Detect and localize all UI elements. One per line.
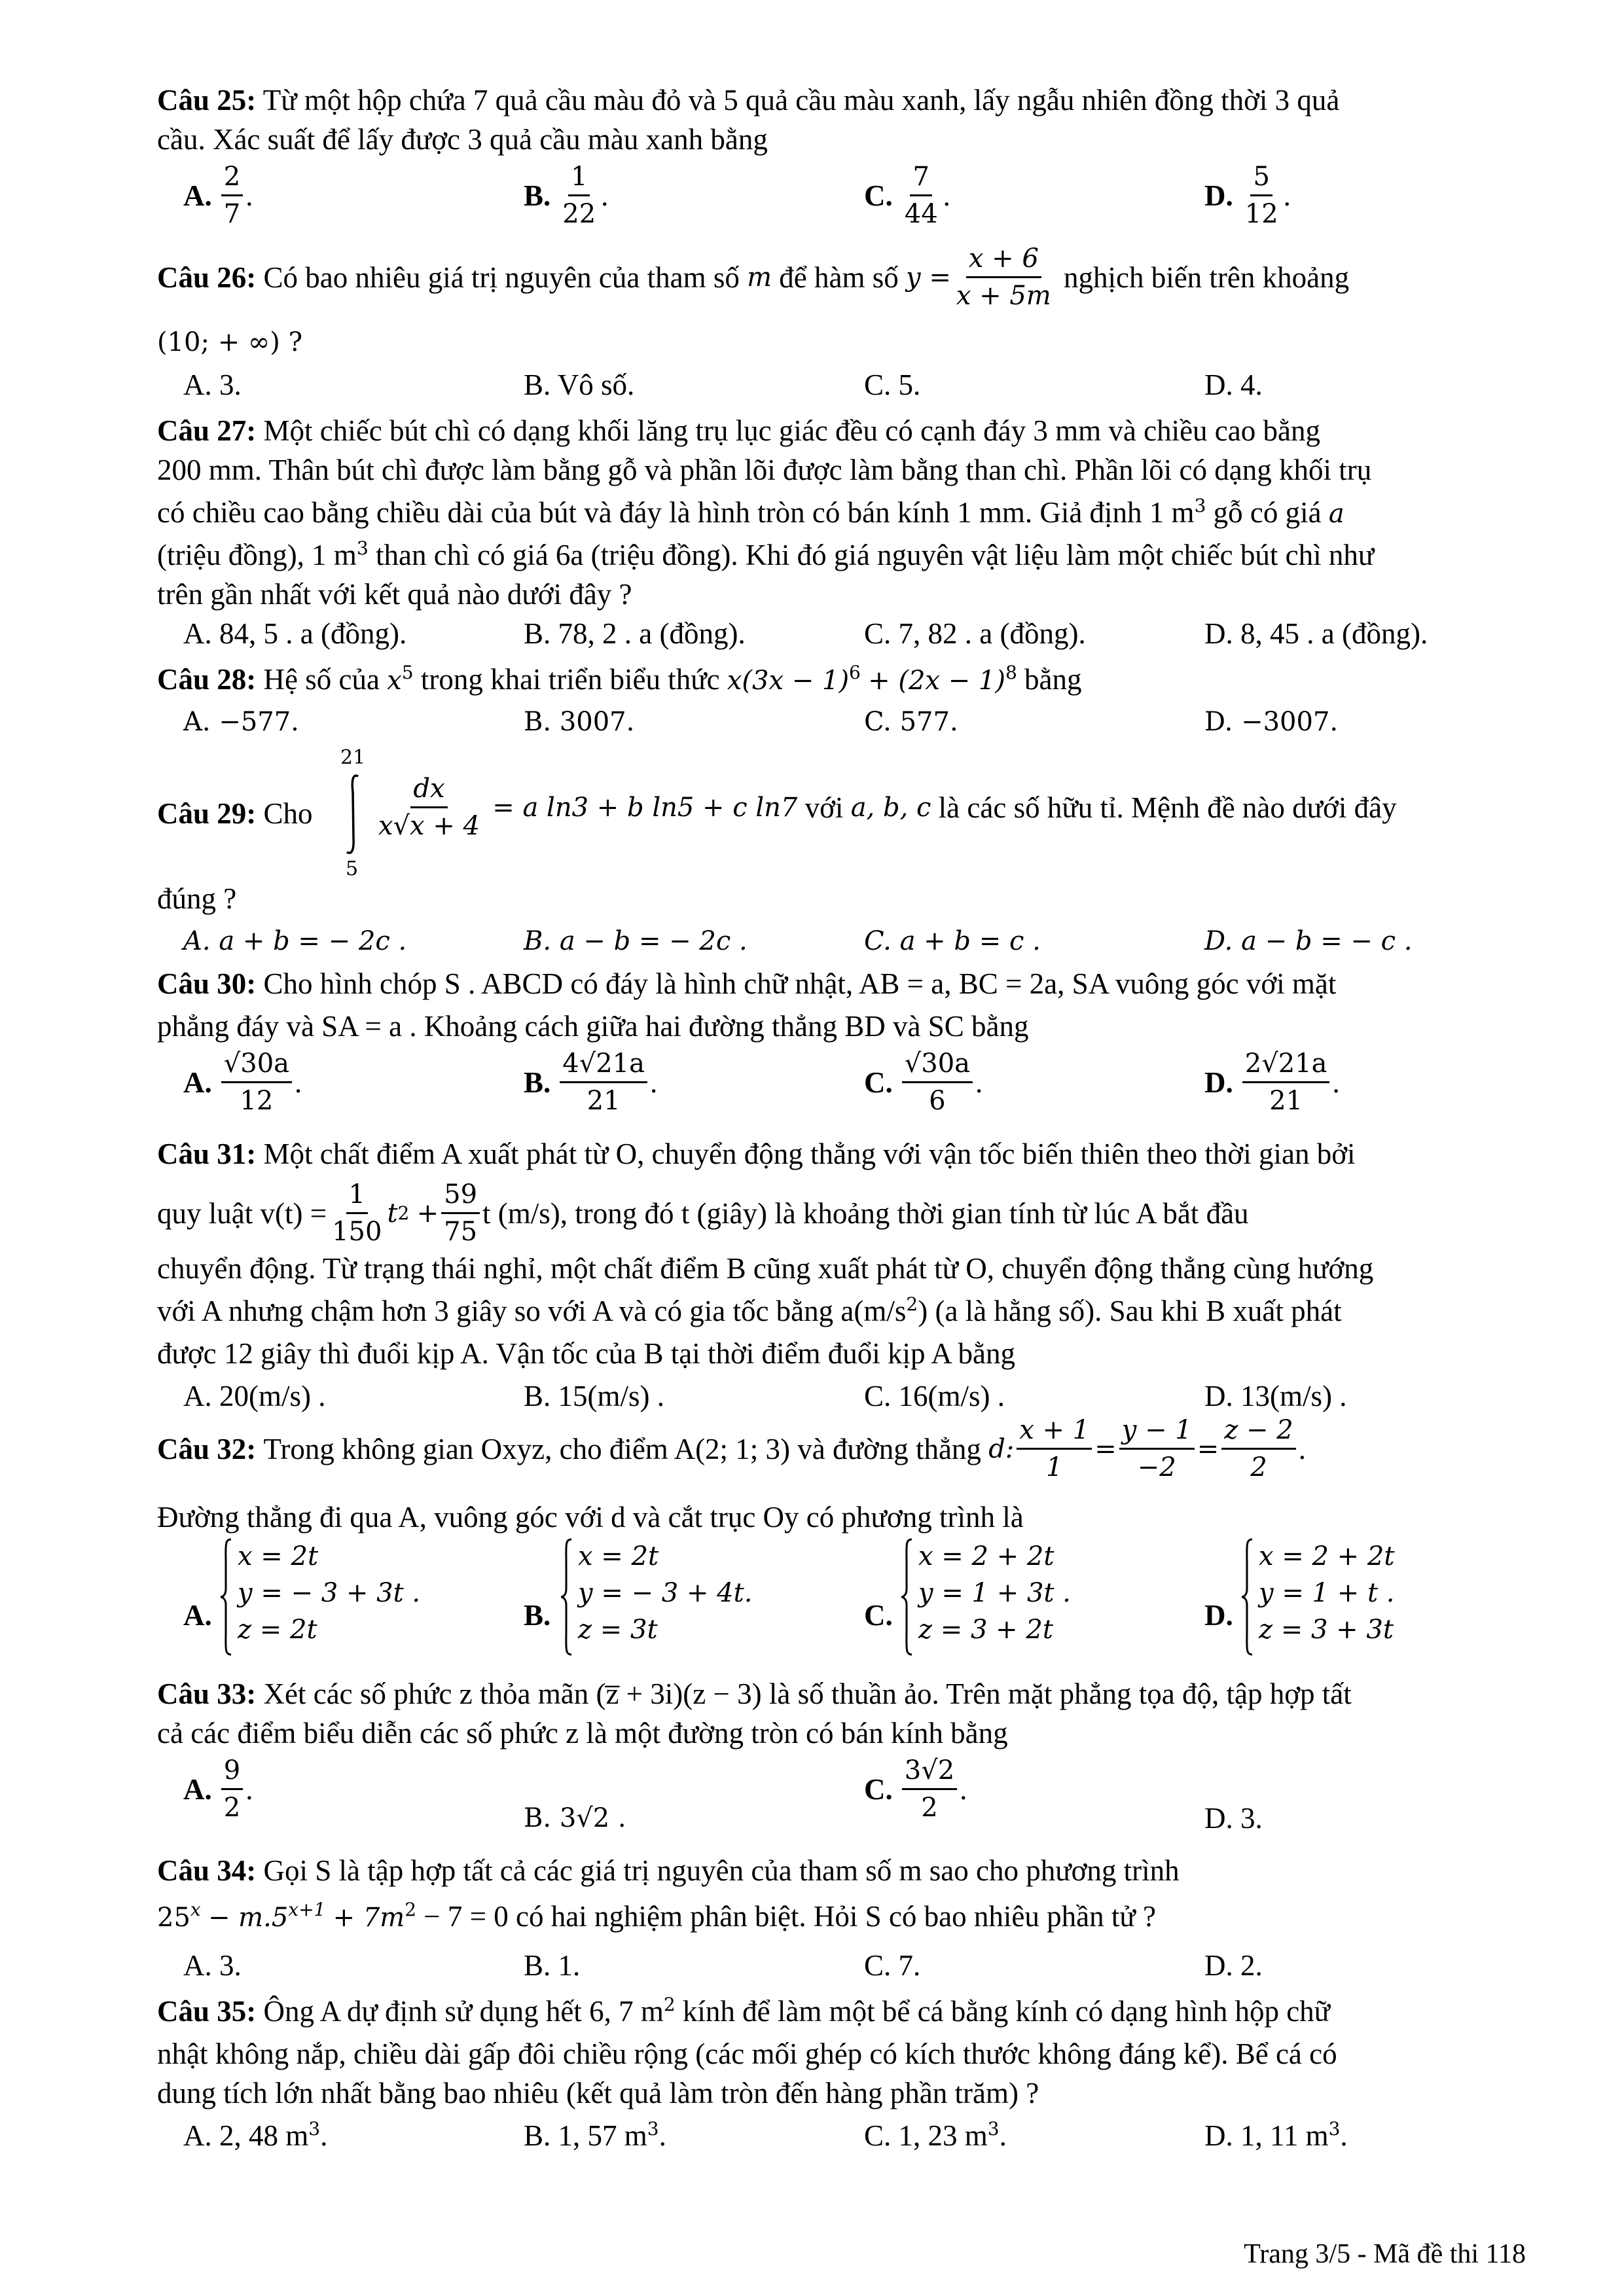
q31-line5: được 12 giây thì đuổi kịp A. Vận tốc của B tại thời điểm đuổi kịp A bằng xyxy=(157,1337,1016,1370)
q30-line2: phẳng đáy và SA = a . Khoảng cách giữa hai đường thẳng BD và SC bằng xyxy=(157,1010,1029,1043)
q26-option-a[interactable]: A. 3. xyxy=(183,368,242,401)
q30-option-c[interactable]: C. $\frac{√30a}{6}$ . xyxy=(864,1049,983,1116)
q33-option-a[interactable]: A. $\frac{9}{2}$ . xyxy=(183,1755,253,1823)
q26-line1: Câu 26: Có bao nhiêu giá trị nguyên của tham số m để hàm số y = $\frac{x + 6}{x + 5m}$ nghịch biến trên khoảng xyxy=(157,243,1350,311)
q29-option-a[interactable]: A. a + b = − 2c . xyxy=(183,926,407,956)
q30-option-a[interactable]: A. $\frac{√30a}{12}$ . xyxy=(183,1049,302,1116)
q35-option-c[interactable]: C. 1, 23 $m^3$. xyxy=(864,2118,1007,2152)
q31-line2: quy luật v(t) = $\frac{1}{150}$ t 2 + $\frac{59}{75}$ t (m/s), trong đó t (giây) là khoảng thời gian tính từ lúc A bắt đầu xyxy=(157,1179,1249,1247)
q29-integral-expr: $\frac{dx}{x√x + 4}$ = a ln3 + b ln5 + c ln7 với a, b, c là các số hữu tỉ. Mệnh đề nào dưới đây xyxy=(378,774,1397,841)
q34-option-b[interactable]: B. 1. xyxy=(524,1949,581,1982)
q33-option-b[interactable]: B. 3√2 . xyxy=(524,1803,626,1833)
q31-option-a[interactable]: A. 20(m/s) . xyxy=(183,1380,326,1412)
integral-sign-icon xyxy=(344,772,363,857)
q28-option-d[interactable]: D. −3007. xyxy=(1204,707,1339,737)
q34-option-a[interactable]: A. 3. xyxy=(183,1949,242,1982)
q32-option-d-system: x = 2 + 2t y = 1 + t . z = 3 + 3t xyxy=(1240,1538,1394,1656)
q28-option-c[interactable]: C. 577. xyxy=(864,707,958,737)
q25-option-c[interactable]: C. $\frac{7}{44}$ . xyxy=(864,162,950,229)
q35-line3: dung tích lớn nhất bằng bao nhiêu (kết quả làm tròn đến hàng phần trăm) ? xyxy=(157,2077,1039,2109)
q31-option-d[interactable]: D. 13(m/s) . xyxy=(1204,1380,1347,1412)
q32-option-a-system: x = 2t y = − 3 + 3t . z = 2t xyxy=(219,1538,420,1656)
q33-line1: Câu 33: Xét các số phức z thỏa mãn (z̅ + 3i)(z − 3) là số thuần ảo. Trên mặt phẳng tọa độ, tập hợp tất xyxy=(157,1677,1352,1710)
q27-option-d[interactable]: D. 8, 45 . a (đồng). xyxy=(1204,617,1428,650)
q31-line4: với A nhưng chậm hơn 3 giây so với A và có gia tốc bằng $a(m/s^2)$ (a là hằng số). Sau khi B xuất phát xyxy=(157,1293,1342,1327)
q35-option-d[interactable]: D. 1, 11 $m^3$. xyxy=(1204,2118,1348,2152)
q29-option-c[interactable]: C. a + b = c . xyxy=(864,926,1041,956)
q27-line4: (triệu đồng), 1 $m^3$ than chì có giá 6a (triệu đồng). Khi đó giá nguyên vật liệu làm một chiếc bút chì như xyxy=(157,537,1375,571)
q27-line2: 200 mm. Thân bút chì được làm bằng gỗ và phần lõi được làm bằng than chì. Phần lõi có dạng khối trụ xyxy=(157,454,1372,486)
q27-line5: trên gần nhất với kết quả nào dưới đây ? xyxy=(157,578,632,611)
q29-option-b[interactable]: B. a − b = − 2c . xyxy=(524,926,748,956)
left-brace-icon xyxy=(560,1538,573,1656)
q35-line2: nhật không nắp, chiều dài gấp đôi chiều rộng (các mối ghép có kích thước không đáng kể). Bể cá có xyxy=(157,2037,1337,2070)
q28-option-b[interactable]: B. 3007. xyxy=(524,707,635,737)
left-brace-icon xyxy=(1240,1538,1254,1656)
q34-line2: $25^x - m.5^{x+1} + 7m^2 - 7 = 0$ có hai nghiệm phân biệt. Hỏi S có bao nhiêu phần tử ? xyxy=(157,1899,1156,1933)
q32-option-a-label: A. xyxy=(183,1599,212,1632)
q30-line1: Câu 30: Cho hình chóp S . ABCD có đáy là hình chữ nhật, AB = a, BC = 2a, SA vuông góc với mặt xyxy=(157,967,1337,1000)
left-brace-icon xyxy=(900,1538,913,1656)
q29-upper-limit: 21 xyxy=(340,746,366,769)
q34-line1: Câu 34: Gọi S là tập hợp tất cả các giá trị nguyên của tham số m sao cho phương trình xyxy=(157,1854,1180,1887)
q30-option-b[interactable]: B. $\frac{4√21a}{21}$ . xyxy=(524,1049,658,1116)
left-brace-icon xyxy=(219,1538,232,1656)
q27-option-c[interactable]: C. 7, 82 . a (đồng). xyxy=(864,617,1086,650)
q35-line1: Câu 35: Ông A dự định sử dụng hết 6, 7 $m^2$ kính để làm một bể cá bằng kính có dạng hình hộp chữ xyxy=(157,1994,1331,2028)
q29-lower-limit: 5 xyxy=(346,857,359,880)
q25-option-b[interactable]: B. $\frac{1}{22}$ . xyxy=(524,162,609,229)
q25-option-a[interactable]: A. $\frac{2}{7}$ . xyxy=(183,162,253,229)
q27-option-b[interactable]: B. 78, 2 . a (đồng). xyxy=(524,617,746,650)
q26-option-c[interactable]: C. 5. xyxy=(864,368,921,401)
q31-line3: chuyển động. Từ trạng thái nghỉ, một chất điểm B cũng xuất phát từ O, chuyển động thẳng cùng hướng xyxy=(157,1252,1374,1285)
q30-option-d[interactable]: D. $\frac{2√21a}{21}$ . xyxy=(1204,1049,1340,1116)
q25-option-d[interactable]: D. $\frac{5}{12}$ . xyxy=(1204,162,1291,229)
q31-option-b[interactable]: B. 15(m/s) . xyxy=(524,1380,665,1412)
q26-option-b[interactable]: B. Vô số. xyxy=(524,368,635,401)
q26-interval: (10; + ∞) ? xyxy=(157,327,303,357)
q31-option-c[interactable]: C. 16(m/s) . xyxy=(864,1380,1005,1412)
q27-option-a[interactable]: A. 84, 5 . a (đồng). xyxy=(183,617,407,650)
q33-option-d[interactable]: D. 3. xyxy=(1204,1802,1263,1835)
q28-line1: Câu 28: Hệ số của $x^5$ trong khai triển biểu thức $x(3x - 1)^6 + (2x - 1)^8$ bằng xyxy=(157,662,1082,696)
q29-label: Câu 29: Cho xyxy=(157,797,313,830)
q25-line2: cầu. Xác suất để lấy được 3 quả cầu màu xanh bằng xyxy=(157,123,768,156)
q32-option-b-label: B. xyxy=(524,1599,551,1632)
q29-option-d[interactable]: D. a − b = − c . xyxy=(1204,926,1413,956)
page-footer: Trang 3/5 - Mã đề thi 118 xyxy=(1244,2239,1526,2269)
q32-line1: Câu 32: Trong không gian Oxyz, cho điểm A(2; 1; 3) và đường thẳng d: $\frac{x + 1}{1}$ = $\frac{y - 1}{-2}$ = $\frac{z - 2}{2}$ . xyxy=(157,1415,1306,1482)
q32-option-c-system: x = 2 + 2t y = 1 + 3t . z = 3 + 2t xyxy=(900,1538,1071,1656)
q32-option-c-label: C. xyxy=(864,1599,893,1632)
q27-line3: có chiều cao bằng chiều dài của bút và đáy là hình tròn có bán kính 1 mm. Giả định 1 $m^3$ gỗ có giá a xyxy=(157,495,1344,529)
q33-option-c[interactable]: C. $\frac{3√2}{2}$ . xyxy=(864,1755,967,1823)
q33-line2: cả các điểm biểu diễn các số phức z là một đường tròn có bán kính bằng xyxy=(157,1717,1008,1749)
q35-option-b[interactable]: B. 1, 57 $m^3$. xyxy=(524,2118,666,2152)
q29-line2: đúng ? xyxy=(157,882,237,915)
q35-option-a[interactable]: A. 2, 48 $m^3$. xyxy=(183,2118,328,2152)
q26-option-d[interactable]: D. 4. xyxy=(1204,368,1263,401)
q34-option-d[interactable]: D. 2. xyxy=(1204,1949,1263,1982)
q32-option-d-label: D. xyxy=(1204,1599,1233,1632)
q25-line1: Câu 25: Từ một hộp chứa 7 quả cầu màu đỏ và 5 quả cầu màu xanh, lấy ngẫu nhiên đồng thời 3 quả xyxy=(157,84,1340,117)
q32-option-b-system: x = 2t y = − 3 + 4t. z = 3t xyxy=(560,1538,752,1656)
q32-line2: Đường thẳng đi qua A, vuông góc với d và cắt trục Oy có phương trình là xyxy=(157,1501,1024,1534)
q27-line1: Câu 27: Một chiếc bút chì có dạng khối lăng trụ lục giác đều có cạnh đáy 3 mm và chiều cao bằng xyxy=(157,414,1320,447)
q28-option-a[interactable]: A. −577. xyxy=(183,707,299,737)
q31-line1: Câu 31: Một chất điểm A xuất phát từ O, chuyển động thẳng với vận tốc biến thiên theo thời gian bởi xyxy=(157,1138,1356,1170)
q34-option-c[interactable]: C. 7. xyxy=(864,1949,921,1982)
